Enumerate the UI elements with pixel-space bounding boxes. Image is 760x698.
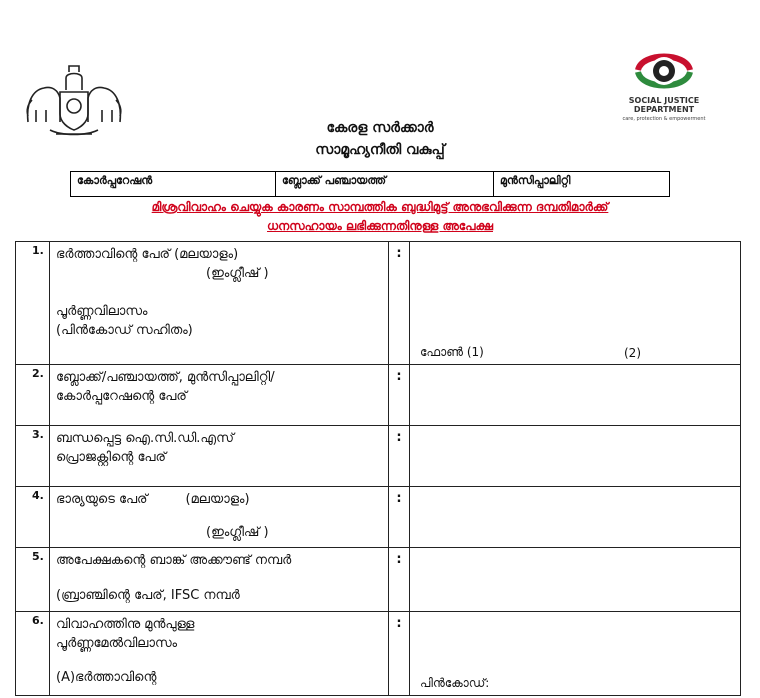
- department-logo-text: [608, 96, 720, 114]
- bank-account-field[interactable]: [410, 548, 741, 612]
- department-title: സാമൂഹ്യനീതി വകുപ്പ്: [315, 142, 445, 158]
- form-subtitle-line2: [0, 219, 760, 234]
- wife-name-label-line: [56, 490, 382, 509]
- department-tagline: care, protection & empowerment: [622, 116, 706, 122]
- row-label: [50, 548, 389, 612]
- husband-name-english-label: (ഇംഗ്ലീഷ് ): [206, 266, 269, 281]
- row-label: [50, 365, 389, 426]
- pincode-label: പിൻകോഡ്:: [420, 676, 490, 690]
- form-row-5: [16, 548, 741, 612]
- phone-1-label: ഫോൺ (1): [420, 345, 484, 359]
- wife-name-field[interactable]: [410, 487, 741, 548]
- form-row-3: [16, 426, 741, 487]
- local-body-name-field[interactable]: [410, 365, 741, 426]
- form-row-1: [16, 242, 741, 365]
- husband-name-malayalam-label: ഭർത്താവിന്റെ പേര് (മലയാളം): [56, 247, 239, 262]
- form-subtitle-line1: [0, 200, 760, 215]
- application-form-table: [15, 241, 741, 696]
- subtitle-line1-text: മിശ്രവിവാഹം ചെയ്യുക കാരണം സാമ്പത്തിക ബുദ്ധിമുട്ട് അനുഭവിക്കുന്ന ദമ്പതിമാർക്ക്: [151, 200, 609, 214]
- full-address-label: പൂർണ്ണവിലാസം: [56, 304, 148, 319]
- row-number: 3.: [16, 426, 50, 487]
- form-row-6: [16, 612, 741, 696]
- department-name-line1: SOCIAL JUSTICE: [628, 96, 700, 105]
- phone-2-label: (2): [624, 346, 641, 360]
- colon-separator: :: [389, 612, 410, 696]
- colon-separator: :: [389, 365, 410, 426]
- local-body-label-line2: കോർപ്പറേഷന്റെ പേര്: [56, 389, 187, 404]
- pre-marriage-address-label-line2: പൂർണ്ണമേൽവിലാസം: [56, 636, 178, 651]
- form-row-2: [16, 365, 741, 426]
- local-body-choice-table: [70, 171, 670, 197]
- pre-marriage-address-label-line1: വിവാഹത്തിനു മുൻപുള്ള: [56, 617, 195, 632]
- choice-municipality: മുൻസിപ്പാലിറ്റി: [493, 172, 669, 196]
- local-body-label-line1: ബ്ലോക്ക്/പഞ്ചായത്ത്, മുൻസിപ്പാലിറ്റി/: [56, 370, 275, 385]
- row-number: 4.: [16, 487, 50, 548]
- row-number: 5.: [16, 548, 50, 612]
- row-label: [50, 487, 389, 548]
- bank-account-label: അപേക്ഷകന്റെ ബാങ്ക് അക്കൗണ്ട് നമ്പർ: [56, 553, 292, 568]
- husband-details-field[interactable]: [410, 242, 741, 365]
- icds-label-line2: പ്രൊജക്റ്റിന്റെ പേര്: [56, 450, 167, 465]
- pre-marriage-address-field[interactable]: [410, 612, 741, 696]
- department-name-line2: DEPARTMENT: [633, 105, 695, 114]
- colon-separator: :: [389, 426, 410, 487]
- row-label: [50, 242, 389, 365]
- choice-corporation: കോർപ്പറേഷൻ: [77, 174, 153, 187]
- branch-ifsc-label: (ബ്രാഞ്ചിന്റെ പേര്, IFSC നമ്പർ: [56, 588, 240, 603]
- wife-name-malayalam-label: (മലയാളം): [185, 492, 250, 507]
- social-justice-department-logo-icon: [632, 44, 696, 96]
- row-number: 1.: [16, 242, 50, 365]
- government-title: കേരള സർക്കാർ: [326, 120, 434, 136]
- row-label: [50, 426, 389, 487]
- icds-label-line1: ബന്ധപ്പെട്ട ഐ.സി.ഡി.എസ്: [56, 431, 234, 446]
- row-number: 6.: [16, 612, 50, 696]
- colon-separator: :: [389, 487, 410, 548]
- pincode-note-label: (പിൻകോഡ് സഹിതം): [56, 323, 193, 338]
- wife-name-label: ഭാര്യയുടെ പേര്: [56, 492, 148, 507]
- wife-name-english-label: (ഇംഗ്ലീഷ് ): [206, 525, 269, 540]
- husband-address-sublabel: (A)ഭർത്താവിന്റെ: [56, 670, 157, 685]
- colon-separator: :: [389, 548, 410, 612]
- row-label: [50, 612, 389, 696]
- subtitle-line2-text: ധനസഹായം ലഭിക്കുന്നതിനുള്ള അപേക്ഷ: [267, 219, 493, 233]
- choice-block-panchayat: ബ്ലോക്ക് പഞ്ചായത്ത്: [275, 172, 493, 196]
- form-row-4: [16, 487, 741, 548]
- colon-separator: :: [389, 242, 410, 365]
- row-number: 2.: [16, 365, 50, 426]
- icds-project-name-field[interactable]: [410, 426, 741, 487]
